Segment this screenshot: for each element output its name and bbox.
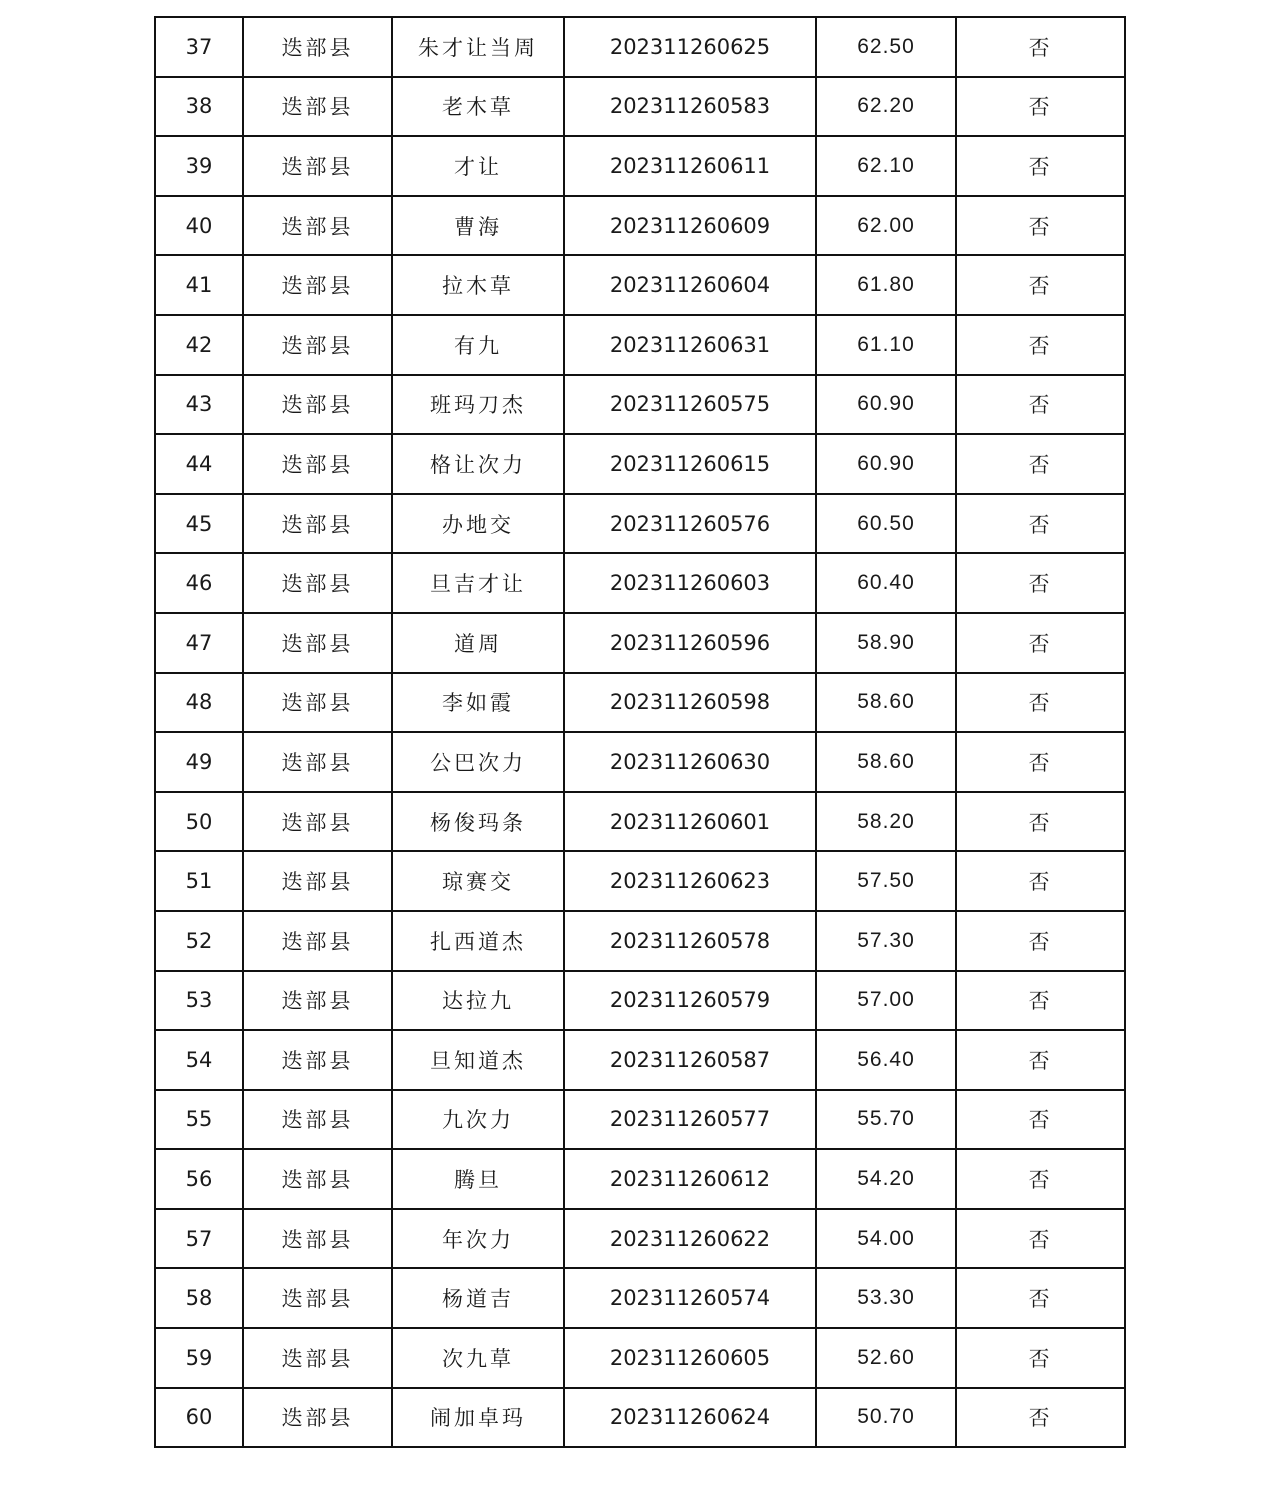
row-number-cell: 46	[155, 553, 243, 613]
table-row	[155, 911, 1125, 971]
result-cell: 否	[956, 1149, 1125, 1209]
row-number-cell: 40	[155, 196, 243, 256]
exam-id-cell: 202311260577	[564, 1090, 816, 1150]
county-cell: 迭部县	[243, 1149, 392, 1209]
result-cell: 否	[956, 673, 1125, 733]
county-cell: 迭部县	[243, 1090, 392, 1150]
candidate-name-cell: 九次力	[392, 1090, 564, 1150]
score-cell: 55.70	[816, 1090, 956, 1150]
county-cell: 迭部县	[243, 1328, 392, 1388]
table-row	[155, 673, 1125, 733]
exam-id-cell: 202311260615	[564, 434, 816, 494]
result-cell: 否	[956, 315, 1125, 375]
score-cell: 57.30	[816, 911, 956, 971]
result-cell: 否	[956, 732, 1125, 792]
table-row	[155, 732, 1125, 792]
result-cell: 否	[956, 971, 1125, 1031]
exam-id-cell: 202311260625	[564, 17, 816, 77]
result-cell: 否	[956, 1209, 1125, 1269]
row-number-cell: 60	[155, 1388, 243, 1448]
table-row	[155, 1149, 1125, 1209]
table-row	[155, 1268, 1125, 1328]
county-cell: 迭部县	[243, 375, 392, 435]
table-row	[155, 851, 1125, 911]
exam-id-cell: 202311260611	[564, 136, 816, 196]
candidate-name-cell: 有九	[392, 315, 564, 375]
candidate-name-cell: 腾旦	[392, 1149, 564, 1209]
table-row	[155, 1388, 1125, 1448]
row-number-cell: 57	[155, 1209, 243, 1269]
result-cell: 否	[956, 553, 1125, 613]
exam-id-cell: 202311260603	[564, 553, 816, 613]
exam-id-cell: 202311260631	[564, 315, 816, 375]
exam-id-cell: 202311260623	[564, 851, 816, 911]
result-cell: 否	[956, 1328, 1125, 1388]
result-cell: 否	[956, 911, 1125, 971]
result-cell: 否	[956, 77, 1125, 137]
county-cell: 迭部县	[243, 553, 392, 613]
candidate-name-cell: 才让	[392, 136, 564, 196]
score-cell: 60.90	[816, 375, 956, 435]
table-row	[155, 792, 1125, 852]
county-cell: 迭部县	[243, 673, 392, 733]
table-row	[155, 971, 1125, 1031]
candidate-name-cell: 公巴次力	[392, 732, 564, 792]
row-number-cell: 44	[155, 434, 243, 494]
row-number-cell: 54	[155, 1030, 243, 1090]
exam-id-cell: 202311260612	[564, 1149, 816, 1209]
score-cell: 62.50	[816, 17, 956, 77]
score-cell: 57.00	[816, 971, 956, 1031]
table-row	[155, 613, 1125, 673]
candidate-name-cell: 老木草	[392, 77, 564, 137]
exam-id-cell: 202311260601	[564, 792, 816, 852]
candidate-name-cell: 李如霞	[392, 673, 564, 733]
score-cell: 58.60	[816, 673, 956, 733]
row-number-cell: 59	[155, 1328, 243, 1388]
result-cell: 否	[956, 17, 1125, 77]
county-cell: 迭部县	[243, 1388, 392, 1448]
score-cell: 62.20	[816, 77, 956, 137]
result-cell: 否	[956, 196, 1125, 256]
candidate-name-cell: 杨道吉	[392, 1268, 564, 1328]
row-number-cell: 56	[155, 1149, 243, 1209]
result-cell: 否	[956, 613, 1125, 673]
candidate-name-cell: 琼赛交	[392, 851, 564, 911]
county-cell: 迭部县	[243, 911, 392, 971]
exam-id-cell: 202311260578	[564, 911, 816, 971]
row-number-cell: 50	[155, 792, 243, 852]
score-cell: 61.80	[816, 255, 956, 315]
row-number-cell: 47	[155, 613, 243, 673]
candidate-name-cell: 杨俊玛条	[392, 792, 564, 852]
candidate-name-cell: 旦吉才让	[392, 553, 564, 613]
county-cell: 迭部县	[243, 255, 392, 315]
exam-id-cell: 202311260583	[564, 77, 816, 137]
row-number-cell: 38	[155, 77, 243, 137]
score-cell: 56.40	[816, 1030, 956, 1090]
county-cell: 迭部县	[243, 732, 392, 792]
county-cell: 迭部县	[243, 1030, 392, 1090]
exam-id-cell: 202311260605	[564, 1328, 816, 1388]
row-number-cell: 37	[155, 17, 243, 77]
candidate-name-cell: 次九草	[392, 1328, 564, 1388]
table-row	[155, 17, 1125, 77]
score-cell: 58.90	[816, 613, 956, 673]
row-number-cell: 49	[155, 732, 243, 792]
score-cell: 57.50	[816, 851, 956, 911]
candidate-name-cell: 道周	[392, 613, 564, 673]
score-cell: 54.00	[816, 1209, 956, 1269]
county-cell: 迭部县	[243, 1268, 392, 1328]
score-cell: 58.60	[816, 732, 956, 792]
exam-id-cell: 202311260622	[564, 1209, 816, 1269]
candidate-score-table	[154, 16, 1126, 1448]
score-cell: 62.00	[816, 196, 956, 256]
county-cell: 迭部县	[243, 136, 392, 196]
candidate-name-cell: 格让次力	[392, 434, 564, 494]
score-cell: 58.20	[816, 792, 956, 852]
row-number-cell: 52	[155, 911, 243, 971]
candidate-name-cell: 闹加卓玛	[392, 1388, 564, 1448]
row-number-cell: 53	[155, 971, 243, 1031]
score-cell: 61.10	[816, 315, 956, 375]
row-number-cell: 45	[155, 494, 243, 554]
result-cell: 否	[956, 851, 1125, 911]
candidate-name-cell: 旦知道杰	[392, 1030, 564, 1090]
county-cell: 迭部县	[243, 77, 392, 137]
candidate-name-cell: 曹海	[392, 196, 564, 256]
row-number-cell: 55	[155, 1090, 243, 1150]
county-cell: 迭部县	[243, 971, 392, 1031]
exam-id-cell: 202311260575	[564, 375, 816, 435]
exam-id-cell: 202311260596	[564, 613, 816, 673]
table-row	[155, 77, 1125, 137]
candidate-name-cell: 朱才让当周	[392, 17, 564, 77]
result-cell: 否	[956, 136, 1125, 196]
table-row	[155, 553, 1125, 613]
score-cell: 53.30	[816, 1268, 956, 1328]
county-cell: 迭部县	[243, 613, 392, 673]
result-cell: 否	[956, 255, 1125, 315]
exam-id-cell: 202311260576	[564, 494, 816, 554]
exam-id-cell: 202311260630	[564, 732, 816, 792]
result-cell: 否	[956, 434, 1125, 494]
table-row	[155, 255, 1125, 315]
score-cell: 60.90	[816, 434, 956, 494]
county-cell: 迭部县	[243, 315, 392, 375]
county-cell: 迭部县	[243, 196, 392, 256]
county-cell: 迭部县	[243, 851, 392, 911]
exam-id-cell: 202311260574	[564, 1268, 816, 1328]
exam-id-cell: 202311260598	[564, 673, 816, 733]
result-cell: 否	[956, 1090, 1125, 1150]
candidate-name-cell: 办地交	[392, 494, 564, 554]
result-cell: 否	[956, 1030, 1125, 1090]
table-row	[155, 375, 1125, 435]
county-cell: 迭部县	[243, 434, 392, 494]
row-number-cell: 43	[155, 375, 243, 435]
candidate-name-cell: 年次力	[392, 1209, 564, 1269]
table-body	[155, 17, 1125, 1447]
table-row	[155, 315, 1125, 375]
result-cell: 否	[956, 375, 1125, 435]
county-cell: 迭部县	[243, 1209, 392, 1269]
candidate-name-cell: 扎西道杰	[392, 911, 564, 971]
county-cell: 迭部县	[243, 792, 392, 852]
exam-id-cell: 202311260587	[564, 1030, 816, 1090]
candidate-name-cell: 拉木草	[392, 255, 564, 315]
exam-id-cell: 202311260579	[564, 971, 816, 1031]
table-row	[155, 434, 1125, 494]
result-cell: 否	[956, 1268, 1125, 1328]
exam-id-cell: 202311260604	[564, 255, 816, 315]
table-row	[155, 196, 1125, 256]
row-number-cell: 39	[155, 136, 243, 196]
result-cell: 否	[956, 1388, 1125, 1448]
row-number-cell: 51	[155, 851, 243, 911]
result-cell: 否	[956, 792, 1125, 852]
exam-id-cell: 202311260624	[564, 1388, 816, 1448]
score-cell: 60.50	[816, 494, 956, 554]
score-cell: 52.60	[816, 1328, 956, 1388]
county-cell: 迭部县	[243, 494, 392, 554]
table-row	[155, 136, 1125, 196]
result-cell: 否	[956, 494, 1125, 554]
row-number-cell: 41	[155, 255, 243, 315]
table-row	[155, 1209, 1125, 1269]
candidate-name-cell: 班玛刀杰	[392, 375, 564, 435]
candidate-name-cell: 达拉九	[392, 971, 564, 1031]
table-row	[155, 1030, 1125, 1090]
row-number-cell: 48	[155, 673, 243, 733]
score-cell: 60.40	[816, 553, 956, 613]
score-cell: 62.10	[816, 136, 956, 196]
exam-id-cell: 202311260609	[564, 196, 816, 256]
score-cell: 54.20	[816, 1149, 956, 1209]
county-cell: 迭部县	[243, 17, 392, 77]
table-row	[155, 494, 1125, 554]
table-row	[155, 1090, 1125, 1150]
row-number-cell: 58	[155, 1268, 243, 1328]
row-number-cell: 42	[155, 315, 243, 375]
table-row	[155, 1328, 1125, 1388]
score-cell: 50.70	[816, 1388, 956, 1448]
